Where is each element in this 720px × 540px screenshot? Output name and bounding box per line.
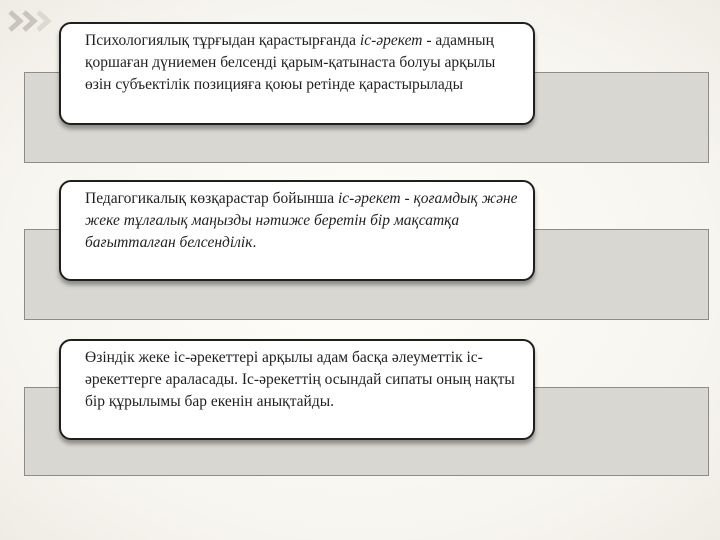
box-text-part: - адамның қоршаған дүниемен белсенді қарым-қатынаста болуы арқылы өзін субъектілік позицияға қоюы ретінде қарастырылады	[85, 32, 496, 93]
box-text	[85, 30, 523, 96]
box-text-part: Педагогикалық көзқарастар бойынша	[85, 190, 338, 207]
box-text-italic: іс-әрекет - қоғамдық және жеке тұлғалық маңызды нәтиже беретін бір мақсатқа бағытталған белсенділік	[85, 190, 518, 251]
box-text	[85, 188, 523, 254]
text-box-activity-structure	[59, 339, 535, 440]
box-text	[85, 347, 523, 413]
box-text-italic: іс-әрекет	[359, 32, 423, 49]
text-box-pedagogical-definition	[59, 180, 535, 281]
text-box-psychological-definition	[59, 22, 535, 125]
box-text-part: .	[252, 234, 257, 251]
box-text-part: Өзіндік жеке іс-әрекеттері арқылы адам басқа әлеуметтік іс-әрекеттерге араласады. Іс-әрекеттің осындай сипаты оның нақты бір құрылымы бар екенін анықтайды.	[85, 349, 515, 410]
box-text-part: Психологиялық тұрғыдан қарастырғанда	[85, 32, 360, 49]
